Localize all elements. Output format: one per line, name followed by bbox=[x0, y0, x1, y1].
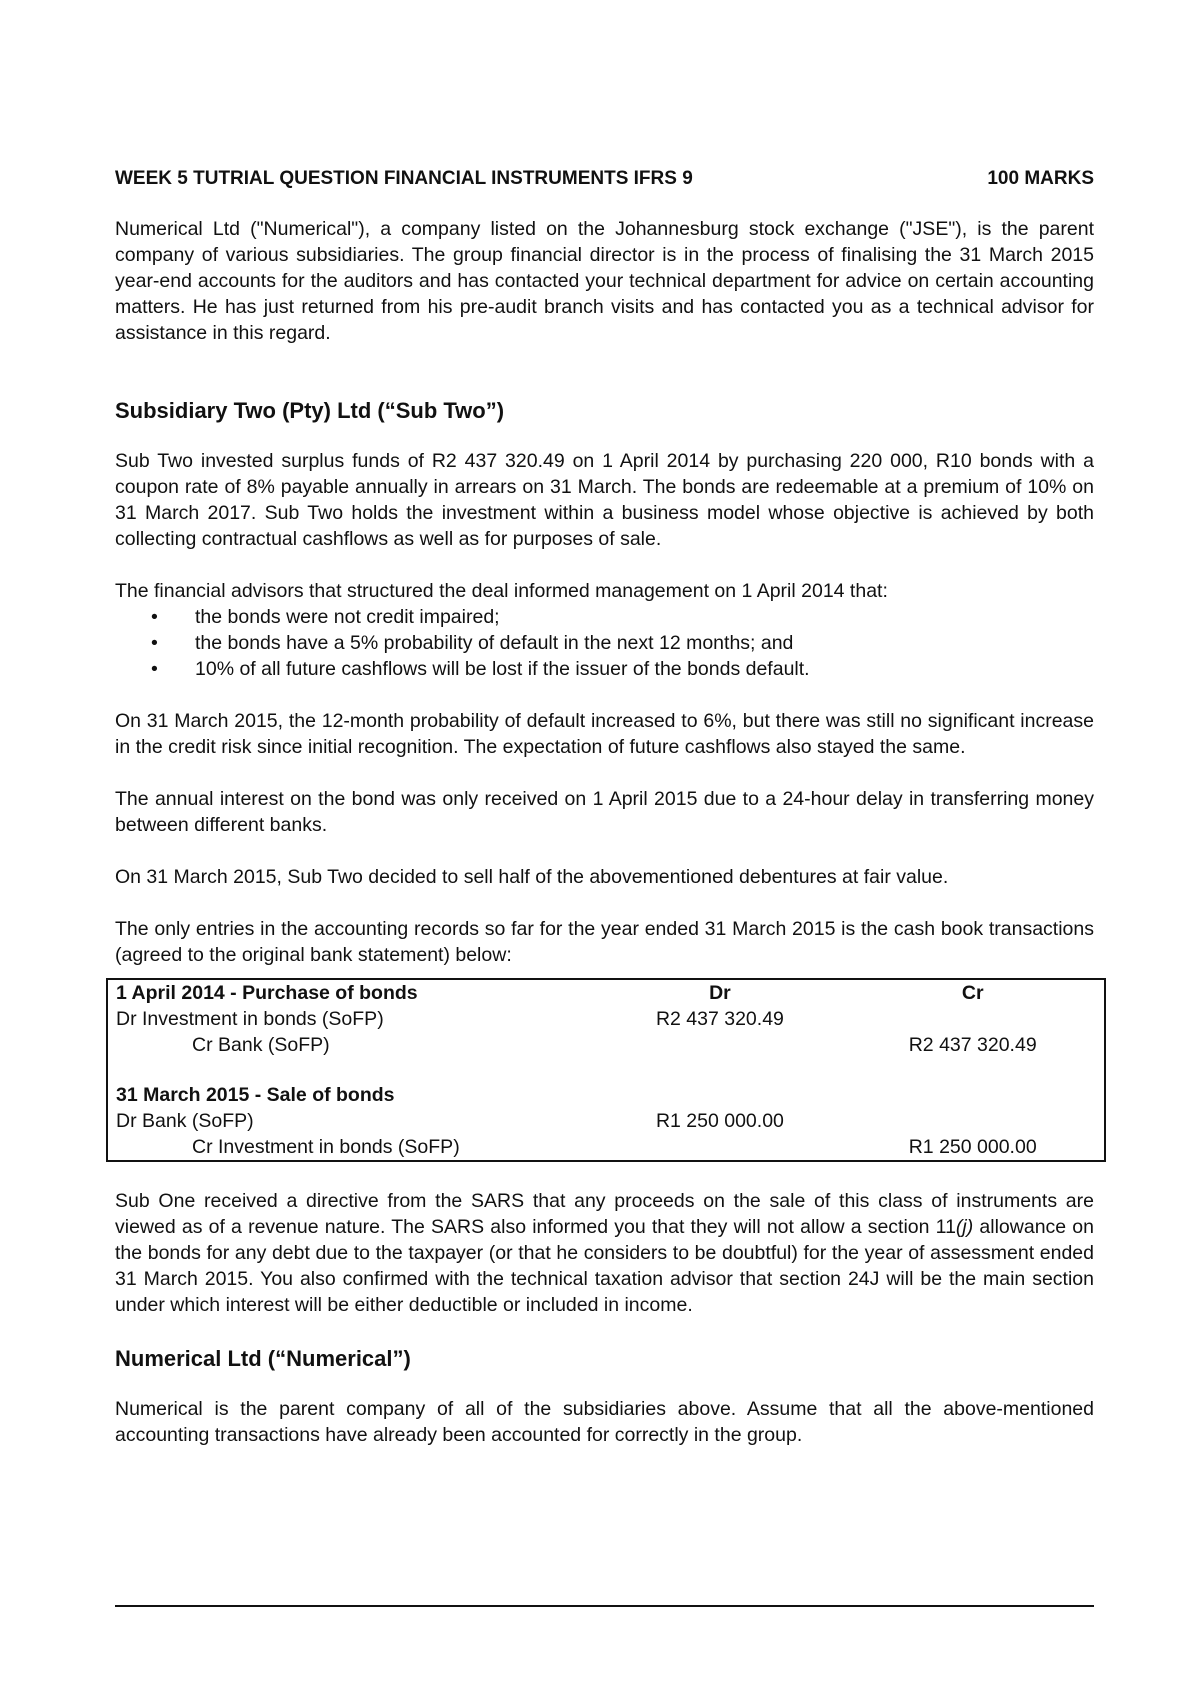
sale-paragraph: On 31 March 2015, Sub Two decided to sell half of the abovementioned debentures at fair value. bbox=[115, 866, 949, 888]
entry2-dr-account: Dr Bank (SoFP) bbox=[116, 1110, 254, 1132]
marks-label: 100 MARKS bbox=[987, 168, 1094, 189]
entry1-cr-account: Cr Bank (SoFP) bbox=[192, 1034, 330, 1056]
entry2-dr-amount: R1 250 000.00 bbox=[655, 1110, 784, 1132]
intro-paragraph: Numerical Ltd ("Numerical"), a company listed on the Johannesburg stock exchange ("JSE"), is the parent company of various subsidiaries. The group financial director is in the process of finalising the 31 March 2015 year-end accounts for the auditors and has contacted your technical department for advice on certain accounting matters. He has just returned from his pre-audit branch visits and has contacted you as a technical advisor for assistance in this regard. bbox=[115, 218, 1094, 344]
bullet-item: • the bonds have a 5% probability of default in the next 12 months; and bbox=[195, 630, 1094, 656]
table-row bbox=[107, 1108, 1105, 1134]
table-row bbox=[107, 1006, 1105, 1032]
table-row bbox=[107, 1032, 1105, 1058]
document-page bbox=[115, 164, 1094, 1448]
entry1-heading: 1 April 2014 - Purchase of bonds bbox=[116, 982, 418, 1004]
advisor-paragraph: The financial advisors that structured the deal informed management on 1 April 2014 that: bbox=[115, 580, 888, 602]
tax-section-italic: (j) bbox=[955, 1216, 974, 1238]
advisor-bullet-list bbox=[115, 604, 1094, 682]
entry2-cr-account: Cr Investment in bonds (SoFP) bbox=[192, 1136, 460, 1158]
table-row bbox=[107, 979, 1105, 1006]
tax-text-part2: allowance on the bonds for any debt due to the taxpayer (or that he considers to be doubtful) for the year of assessment ended 31 March 2015. You also confirmed with the technical taxation advisor that section 24J will be the main section under which interest will be either deductible or included in income. bbox=[115, 1216, 1094, 1316]
sub-two-investment-paragraph: Sub Two invested surplus funds of R2 437 320.49 on 1 April 2014 by purchasing 220 000, R10 bonds with a coupon rate of 8% payable annually in arrears on 31 March. The bonds are redeemable at a premium of 10% on 31 March 2017. Sub Two holds the investment within a business model whose objective is achieved by both collecting contractual cashflows as well as for purposes of sale. bbox=[115, 450, 1094, 550]
tax-paragraph bbox=[115, 1188, 1094, 1318]
numerical-heading: Numerical Ltd (“Numerical”) bbox=[115, 1346, 411, 1371]
tax-text-part1: Sub One received a directive from the SARS that any proceeds on the sale of this class of instruments are viewed as of a revenue nature. The SARS also informed you that they will not allow a section 11 bbox=[115, 1190, 1094, 1238]
numerical-paragraph: Numerical is the parent company of all of the subsidiaries above. Assume that all the above-mentioned accounting transactions have already been accounted for correctly in the group. bbox=[115, 1398, 1094, 1446]
title-row bbox=[115, 164, 1094, 194]
cr-header: Cr bbox=[961, 982, 984, 1004]
entry2-cr-amount: R1 250 000.00 bbox=[908, 1136, 1037, 1158]
table-row bbox=[107, 1134, 1105, 1161]
sub-two-heading: Subsidiary Two (Pty) Ltd (“Sub Two”) bbox=[115, 398, 505, 423]
bullet-item: • the bonds were not credit impaired; bbox=[195, 604, 1094, 630]
bullet-item: • 10% of all future cashflows will be lost if the issuer of the bonds default. bbox=[195, 656, 1094, 682]
entry1-cr-amount: R2 437 320.49 bbox=[908, 1034, 1037, 1056]
entries-paragraph: The only entries in the accounting records so far for the year ended 31 March 2015 is the cash book transactions (agreed to the original bank statement) below: bbox=[115, 918, 1094, 966]
entry1-dr-account: Dr Investment in bonds (SoFP) bbox=[116, 1008, 384, 1030]
dr-header: Dr bbox=[709, 982, 731, 1004]
table-row bbox=[107, 1082, 1105, 1108]
footer-divider bbox=[115, 1605, 1094, 1607]
interest-paragraph: The annual interest on the bond was only received on 1 April 2015 due to a 24-hour delay in transferring money between different banks. bbox=[115, 788, 1094, 836]
entry2-heading: 31 March 2015 - Sale of bonds bbox=[116, 1084, 395, 1106]
journal-table bbox=[106, 978, 1106, 1162]
entry1-dr-amount: R2 437 320.49 bbox=[655, 1008, 784, 1030]
document-title: WEEK 5 TUTRIAL QUESTION FINANCIAL INSTRUMENTS IFRS 9 bbox=[115, 168, 693, 189]
default-probability-paragraph: On 31 March 2015, the 12-month probability of default increased to 6%, but there was still no significant increase in the credit risk since initial recognition. The expectation of future cashflows also stayed the same. bbox=[115, 710, 1094, 758]
